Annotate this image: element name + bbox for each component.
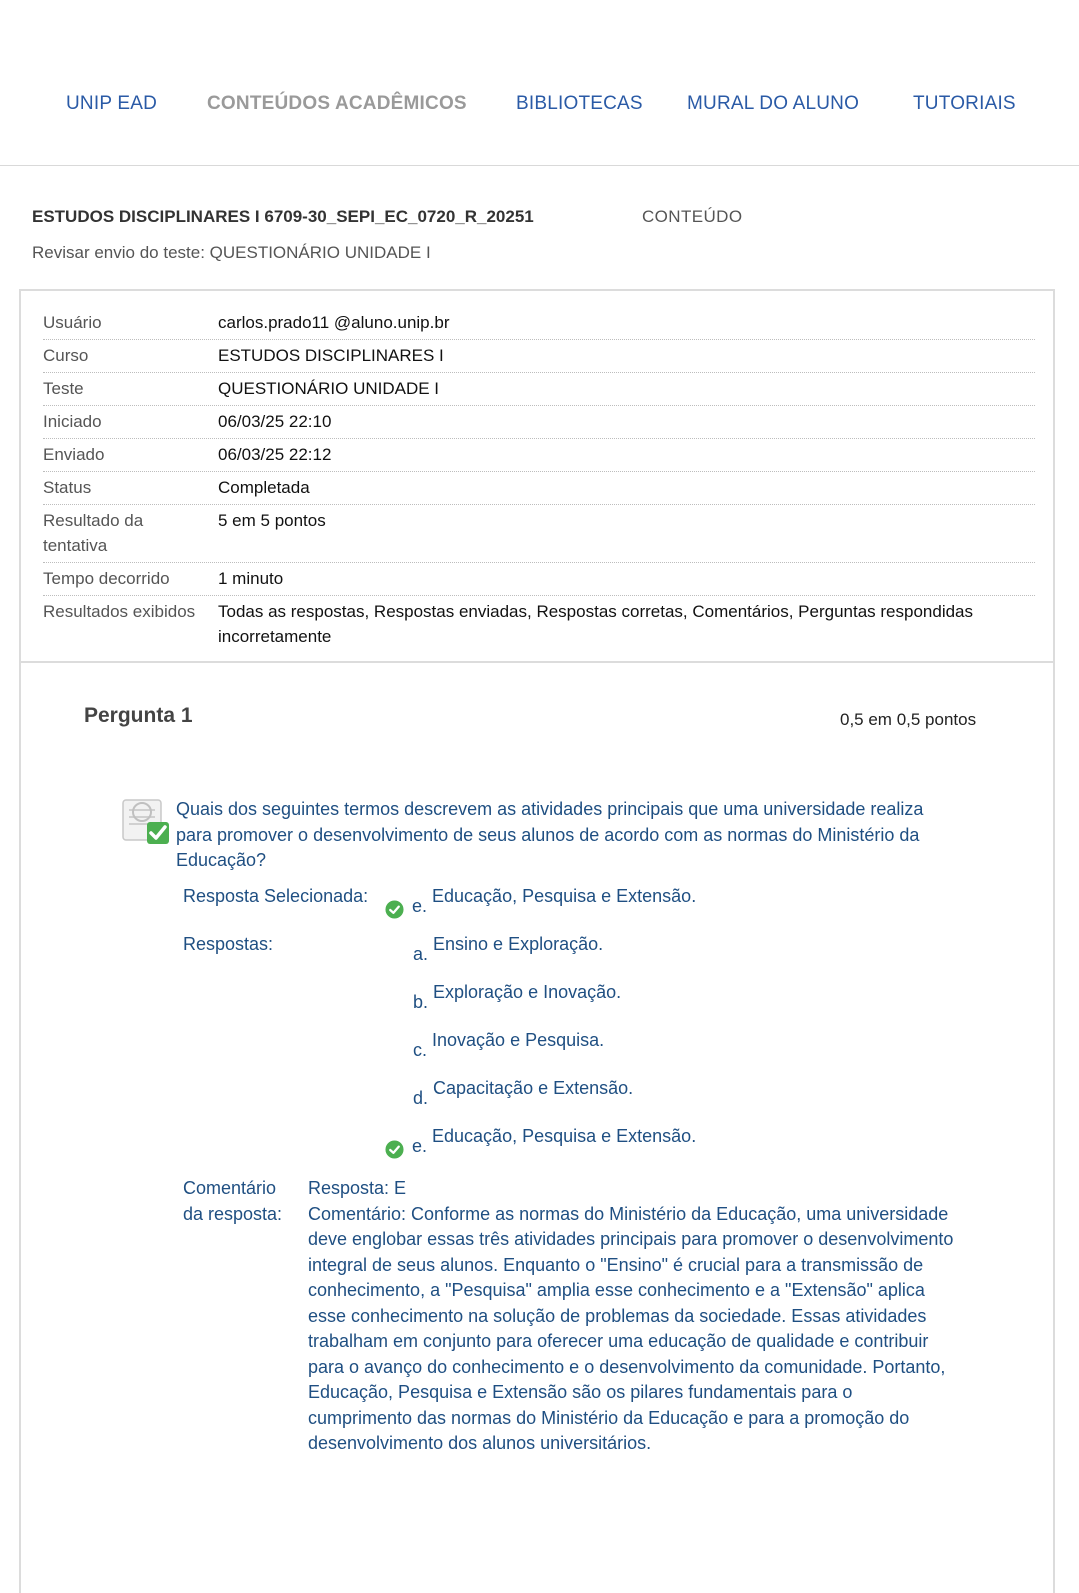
answer-option-a	[413, 934, 604, 964]
summary-label: Usuário	[43, 313, 102, 332]
summary-label: Iniciado	[43, 412, 102, 431]
comment-text: Comentário: Conforme as normas do Ministério da Educação, uma universidade deve englobar essas três atividades principais para promover o desenvolvimento integral de seus alunos. Enquanto o "Ensino" é crucial para a transmissão de conhecimento, a "Pesquisa" amplia esse conhecimento e a "Extensão" aplica esse conhecimento na solução de problemas da sociedade. Essas atividades trabalham em conjunto para oferecer uma educação de qualidade e contribuir para o avanço do conhecimento e o desenvolvimento da comunidade. Portanto, Educação, Pesquisa e Extensão são os pilares fundamentais para o cumprimento das normas do Ministério da Educação e para a promoção do desenvolvimento dos alunos universitários.	[308, 1203, 954, 1453]
nav-conteudos-academicos[interactable]: CONTEÚDOS ACADÊMICOS	[207, 93, 467, 114]
answer-text: Inovação e Pesquisa.	[432, 1030, 605, 1050]
answer-option-c	[413, 1030, 605, 1060]
answer-text: Educação, Pesquisa e Extensão.	[432, 1126, 697, 1146]
summary-value: Completada	[218, 478, 310, 497]
summary-value: QUESTIONÁRIO UNIDADE I	[218, 379, 440, 398]
summary-label: Resultados exibidos	[43, 602, 196, 621]
comment-answer: Resposta: E	[308, 1178, 407, 1198]
selected-answer	[412, 886, 697, 916]
summary-table	[43, 307, 1035, 653]
summary-value: carlos.prado11 @aluno.unip.br	[218, 313, 450, 332]
nav-bibliotecas[interactable]: BIBLIOTECAS	[516, 93, 643, 114]
answer-option-b	[413, 982, 622, 1012]
summary-value: Todas as respostas, Respostas enviadas, Respostas corretas, Comentários, Perguntas respondidas incorretamente	[218, 602, 974, 646]
summary-value: ESTUDOS DISCIPLINARES I	[218, 346, 444, 365]
question-points: 0,5 em 0,5 pontos	[840, 710, 977, 729]
summary-row-enviado	[43, 439, 1035, 472]
summary-label: Enviado	[43, 445, 105, 464]
correct-question-icon	[121, 796, 171, 846]
answer-text: Educação, Pesquisa e Extensão.	[432, 886, 697, 906]
summary-row-iniciado	[43, 406, 1035, 439]
nav-unip-ead[interactable]: UNIP EAD	[66, 93, 157, 114]
correct-check-icon	[385, 1140, 404, 1159]
nav-mural-do-aluno[interactable]: MURAL DO ALUNO	[687, 93, 860, 114]
answer-letter: e.	[412, 1136, 428, 1156]
summary-label: Teste	[43, 379, 84, 398]
answers-label: Respostas:	[183, 934, 274, 954]
question-text: Quais dos seguintes termos descrevem as atividades principais que uma universidade realiza para promover o desenvolvimento de seus alunos de acordo com as normas do Ministério da Educação?	[176, 799, 924, 870]
summary-label: Tempo decorrido	[43, 569, 170, 588]
answer-letter: c.	[413, 1040, 428, 1060]
comment-body	[308, 1176, 958, 1457]
answer-text: Capacitação e Extensão.	[433, 1078, 634, 1098]
answer-text: Ensino e Exploração.	[433, 934, 604, 954]
answer-option-e	[412, 1126, 697, 1156]
summary-row-resultados-exibidos	[43, 596, 1035, 653]
summary-value: 06/03/25 22:10	[218, 412, 332, 431]
answer-letter: a.	[413, 944, 429, 964]
selected-answer-label: Resposta Selecionada:	[183, 886, 369, 906]
answer-letter: b.	[413, 992, 429, 1012]
content-link[interactable]: CONTEÚDO	[642, 207, 743, 226]
summary-label: Curso	[43, 346, 89, 365]
comment-label: Comentário da resposta:	[183, 1178, 283, 1224]
answer-option-d	[413, 1078, 634, 1108]
answer-text: Exploração e Inovação.	[433, 982, 622, 1002]
summary-row-teste	[43, 373, 1035, 406]
summary-row-resultado	[43, 505, 1035, 563]
question-title: Pergunta 1	[84, 704, 193, 727]
answer-letter: d.	[413, 1088, 429, 1108]
page-title: Revisar envio do teste: QUESTIONÁRIO UNIDADE I	[32, 243, 431, 262]
correct-check-icon	[385, 900, 404, 919]
summary-value: 5 em 5 pontos	[218, 511, 326, 530]
attempt-summary	[19, 289, 1055, 663]
answer-letter: e.	[412, 896, 428, 916]
summary-row-status	[43, 472, 1035, 505]
summary-value: 06/03/25 22:12	[218, 445, 332, 464]
summary-label: Status	[43, 478, 92, 497]
summary-row-curso	[43, 340, 1035, 373]
nav-tutoriais[interactable]: TUTORIAIS	[913, 93, 1016, 114]
summary-label: Resultado da tentativa	[43, 511, 144, 555]
summary-row-tempo	[43, 563, 1035, 596]
summary-value: 1 minuto	[218, 569, 284, 588]
course-title[interactable]: ESTUDOS DISCIPLINARES I 6709-30_SEPI_EC_0720_R_20251	[32, 207, 534, 226]
summary-row-usuario	[43, 307, 1035, 340]
top-navigation	[0, 0, 1079, 166]
